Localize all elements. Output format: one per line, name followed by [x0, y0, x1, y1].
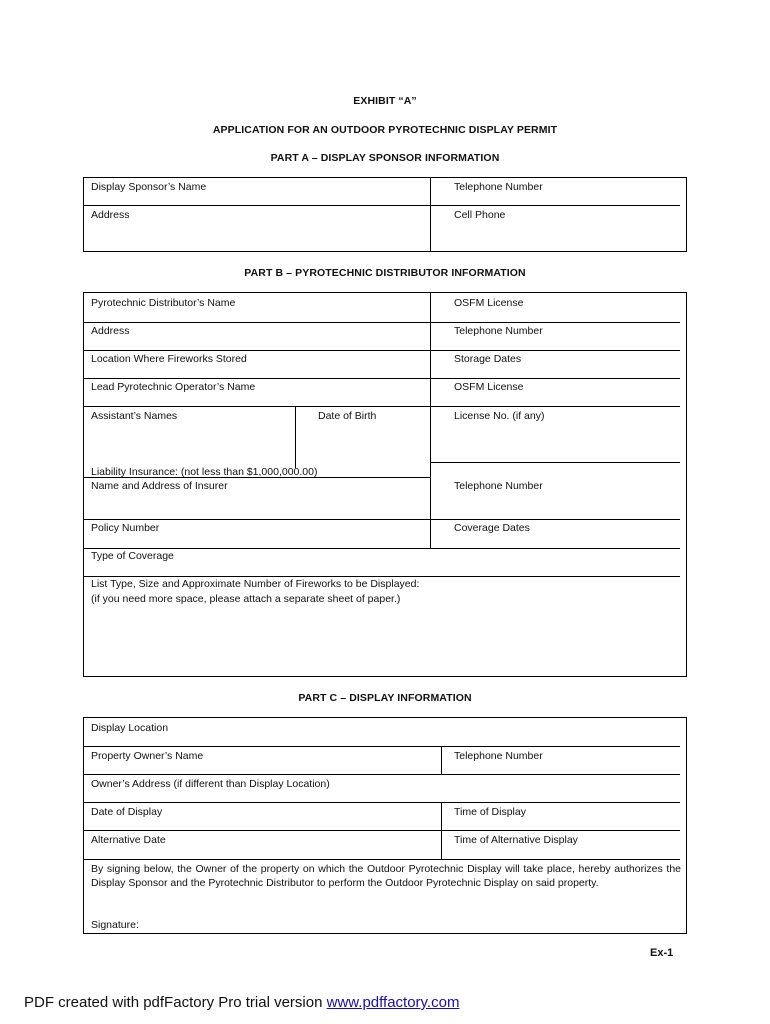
lead-osfm-license-field[interactable]: OSFM License — [454, 381, 524, 393]
fireworks-list-note: (if you need more space, please attach a separate sheet of paper.) — [91, 593, 401, 605]
page-number: Ex-1 — [650, 947, 674, 959]
storage-location-field[interactable]: Location Where Fireworks Stored — [91, 353, 247, 365]
pdffactory-link[interactable]: www.pdffactory.com — [326, 994, 460, 1011]
owner-telephone-field[interactable]: Telephone Number — [454, 750, 543, 762]
form-title: APPLICATION FOR AN OUTDOOR PYROTECHNIC DISPLAY PERMIT — [212, 124, 558, 136]
policy-number-field[interactable]: Policy Number — [91, 522, 160, 534]
part-a-heading: PART A – DISPLAY SPONSOR INFORMATION — [270, 152, 500, 164]
signature-field[interactable]: Signature: — [91, 919, 139, 931]
alternative-time-field[interactable]: Time of Alternative Display — [454, 834, 578, 846]
owner-address-field[interactable]: Owner’s Address (if different than Display Location) — [91, 778, 330, 790]
part-c-heading: PART C – DISPLAY INFORMATION — [298, 692, 472, 704]
display-location-field[interactable]: Display Location — [91, 722, 169, 734]
assistants-names-field[interactable]: Assistant’s Names — [91, 410, 178, 422]
sponsor-address-field[interactable]: Address — [91, 209, 130, 221]
pdf-footer — [24, 994, 459, 1011]
distributor-telephone-field[interactable]: Telephone Number — [454, 325, 543, 337]
sponsor-name-field[interactable]: Display Sponsor’s Name — [91, 181, 207, 193]
time-of-display-field[interactable]: Time of Display — [454, 806, 526, 818]
distributor-name-field[interactable]: Pyrotechnic Distributor’s Name — [91, 297, 236, 309]
storage-dates-field[interactable]: Storage Dates — [454, 353, 522, 365]
type-of-coverage-field[interactable]: Type of Coverage — [91, 550, 174, 562]
exhibit-heading: EXHIBIT “A” — [353, 95, 417, 107]
footer-text: PDF created with pdfFactory Pro trial version — [24, 994, 327, 1011]
date-of-display-field[interactable]: Date of Display — [91, 806, 163, 818]
alternative-date-field[interactable]: Alternative Date — [91, 834, 166, 846]
lead-operator-field[interactable]: Lead Pyrotechnic Operator’s Name — [91, 381, 256, 393]
authorization-statement: By signing below, the Owner of the property on which the Outdoor Pyrotechnic Display will take place, hereby authorizes the Display Sponsor and the Pyrotechnic Distributor to perform the Outdoor Pyrotechnic Display on said property. — [91, 863, 681, 889]
license-number-field[interactable]: License No. (if any) — [454, 410, 545, 422]
osfm-license-field[interactable]: OSFM License — [454, 297, 524, 309]
liability-insurance-label: Liability Insurance: (not less than $1,000,000.00) — [91, 466, 318, 478]
fireworks-list-field[interactable]: List Type, Size and Approximate Number of Fireworks to be Displayed: — [91, 578, 420, 590]
insurer-telephone-field[interactable]: Telephone Number — [454, 480, 543, 492]
insurer-name-field[interactable]: Name and Address of Insurer — [91, 480, 228, 492]
coverage-dates-field[interactable]: Coverage Dates — [454, 522, 530, 534]
part-b-heading: PART B – PYROTECHNIC DISTRIBUTOR INFORMATION — [244, 267, 526, 279]
property-owner-field[interactable]: Property Owner’s Name — [91, 750, 204, 762]
sponsor-cell-phone-field[interactable]: Cell Phone — [454, 209, 506, 221]
sponsor-telephone-field[interactable]: Telephone Number — [454, 181, 543, 193]
date-of-birth-field[interactable]: Date of Birth — [318, 410, 377, 422]
distributor-address-field[interactable]: Address — [91, 325, 130, 337]
